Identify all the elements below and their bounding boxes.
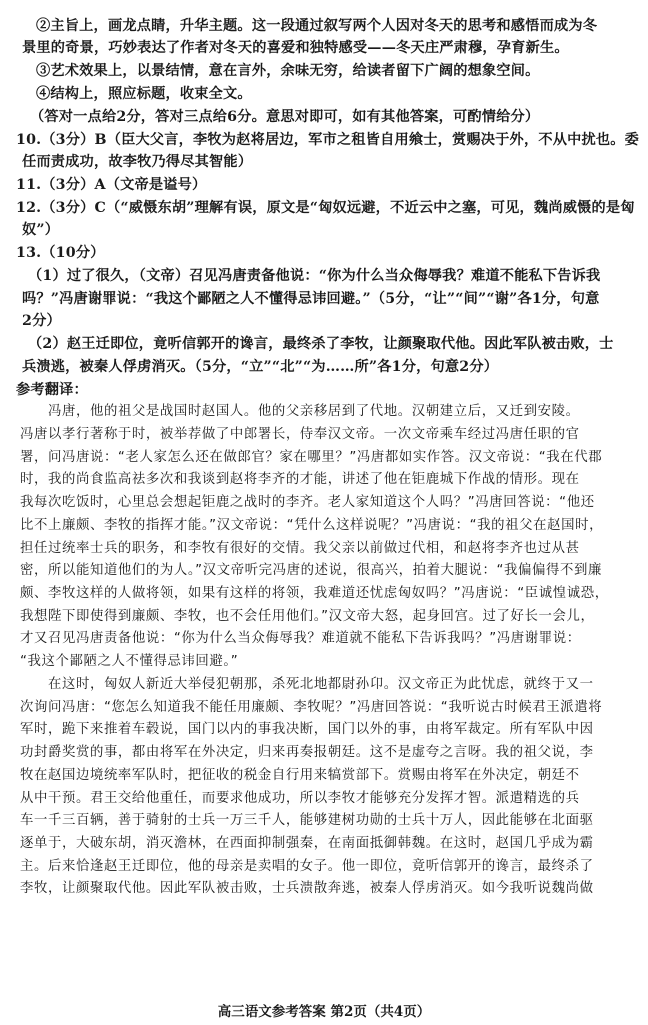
answer-line: 吗？”冯唐谢罪说：“我这个鄙陋之人不懂得忌讳回避。”（5分，“让”“间”“谢”各1分，句意 — [22, 291, 600, 307]
answer-line: 景里的奇景，巧妙表达了作者对冬天的喜爱和独特感受——冬天庄严肃穆，孕育新生。 — [22, 40, 569, 56]
question-12-answer: 12.（3分）C（“威慑东胡”理解有误，原文是“匈奴远避，不近云中之塞，可见，魏尚威慑的是匈 — [16, 200, 635, 216]
translation-line: “我这个鄙陋之人不懂得忌讳回避。” — [20, 654, 239, 669]
question-11-answer: 11.（3分）A（文帝是谥号） — [16, 177, 207, 193]
translation-line: 才又召见冯唐责备他说：“你为什么当众侮辱我？难道就不能私下告诉我吗？”冯唐谢罪说： — [20, 631, 581, 646]
reference-translation-heading: 参考翻译： — [16, 382, 88, 398]
question-13-part-1: （1）过了很久，（文帝）召见冯唐责备他说：“你为什么当众侮辱我？难道不能私下告诉我 — [28, 268, 601, 284]
translation-line: 车一千三百辆，善于骑射的士兵一万三千人，能够建树功勋的士兵十万人，因此能够在北面驱 — [20, 813, 594, 828]
question-13-part-2: （2）赵王迁即位，竟听信郭开的谗言，最终杀了李牧，让颜聚取代他。因此军队被击败，士 — [28, 336, 614, 352]
translation-line: 牧在赵国边境统率军队时，把征收的税金自行用来犒赏部下。赏赐由将军在外决定，朝廷不 — [20, 768, 580, 783]
translation-line: 冯唐以孝行著称于时，被举荐做了中郎署长，侍奉汉文帝。一次文帝乘车经过冯唐任职的官 — [20, 427, 580, 442]
answer-line: ④结构上，照应标题，收束全文。 — [36, 86, 252, 102]
translation-line: 冯唐，他的祖父是战国时赵国人。他的父亲移居到了代地。汉朝建立后，又迁到安陵。 — [48, 404, 580, 419]
answer-line: 奴”） — [22, 222, 60, 238]
translation-line: 主。后来恰逢赵王迁即位，他的母亲是卖唱的女子。他一即位，竟听信郭开的谗言，最终杀了 — [20, 859, 594, 874]
translation-line: 我每次吃饭时，心里总会想起钜鹿之战时的李齐。老人家知道这个人吗？”冯唐回答说：“他还 — [20, 495, 595, 510]
translation-line: 军时，跪下来推着车毂说，国门以内的事我决断，国门以外的事，由将军裁定。所有军队中因 — [20, 722, 594, 737]
answer-line: ②主旨上，画龙点睛，升华主题。这一段通过叙写两个人因对冬天的思考和感悟而成为冬 — [36, 18, 598, 34]
translation-line: 在这时，匈奴人新近大举侵犯朝那，杀死北地都尉孙卬。汉文帝正为此忧虑，就终于又一 — [48, 677, 594, 692]
answer-line: 2分） — [22, 313, 61, 329]
answer-line: ③艺术效果上，以景结情，意在言外，余味无穷，给读者留下广阔的想象空间。 — [36, 63, 540, 79]
translation-line: 逐单于，大破东胡，消灭澹林，在西面抑制强秦，在南面抵御韩魏。在这时，赵国几乎成为霸 — [20, 836, 594, 851]
translation-line: 署，问冯唐说：“老人家怎么还在做郎官？家在哪里？”冯唐都如实作答。汉文帝说：“我在代郡 — [20, 450, 603, 465]
translation-line: 从中干预。君王交给他重任，而要求他成功，所以李牧才能够充分发挥才智。派遣精选的兵 — [20, 791, 580, 806]
question-10-answer: 10.（3分）B（臣大父言，李牧为赵将居边，军市之租皆自用飨士，赏赐决于外，不从中扰也。委 — [16, 132, 640, 148]
translation-line: 比不上廉颇、李牧的指挥才能。”汉文帝说：“凭什么这样说呢？”冯唐说：“我的祖父在赵国时， — [20, 518, 604, 533]
translation-line: 李牧，让颜聚取代他。因此军队被击败，士兵溃散奔逃，被秦人俘虏消灭。如今我听说魏尚做 — [20, 881, 594, 896]
scoring-note: （答对一点给2分，答对三点给6分。意思对即可，如有其他答案，可酌情给分） — [30, 109, 540, 125]
question-13-heading: 13.（10分） — [16, 245, 105, 261]
translation-line: 密，所以能知道他们的为人。”汉文帝听完冯唐的述说，很高兴，拍着大腿说：“我偏偏得不到廉 — [20, 563, 602, 578]
translation-line: 担任过统率士兵的职务，和李牧有很好的交情。我父亲以前做过代相，和赵将李齐也过从甚 — [20, 541, 580, 556]
translation-line: 我想陛下即使得到廉颇、李牧，也不会任用他们。”汉文帝大怒，起身回宫。过了好长一会儿， — [20, 609, 595, 624]
translation-line: 功封爵奖赏的事，都由将军在外决定，归来再奏报朝廷。这不是虚夸之言呀。我的祖父说，李 — [20, 745, 594, 760]
page-footer: 高三语文参考答案 第2页（共4页） — [217, 1004, 431, 1020]
answer-line: 任而责成功，故李牧乃得尽其智能） — [22, 154, 253, 170]
answer-line: 兵溃逃，被秦人俘虏消灭。（5分，“立”“北”“为……所”各1分，句意2分） — [22, 359, 499, 375]
translation-line: 时，我的尚食监高祛多次和我谈到赵将李齐的才能，讲述了他在钜鹿城下作战的情形。现在 — [20, 472, 580, 487]
translation-line: 次询问冯唐：“您怎么知道我不能任用廉颇、李牧呢？”冯唐回答说：“我听说古时候君王派遣将 — [20, 700, 603, 715]
translation-line: 颇、李牧这样的人做将领，如果有这样的将领，我难道还忧虑匈奴吗？”冯唐说：“臣诚惶诚恐， — [20, 586, 609, 601]
